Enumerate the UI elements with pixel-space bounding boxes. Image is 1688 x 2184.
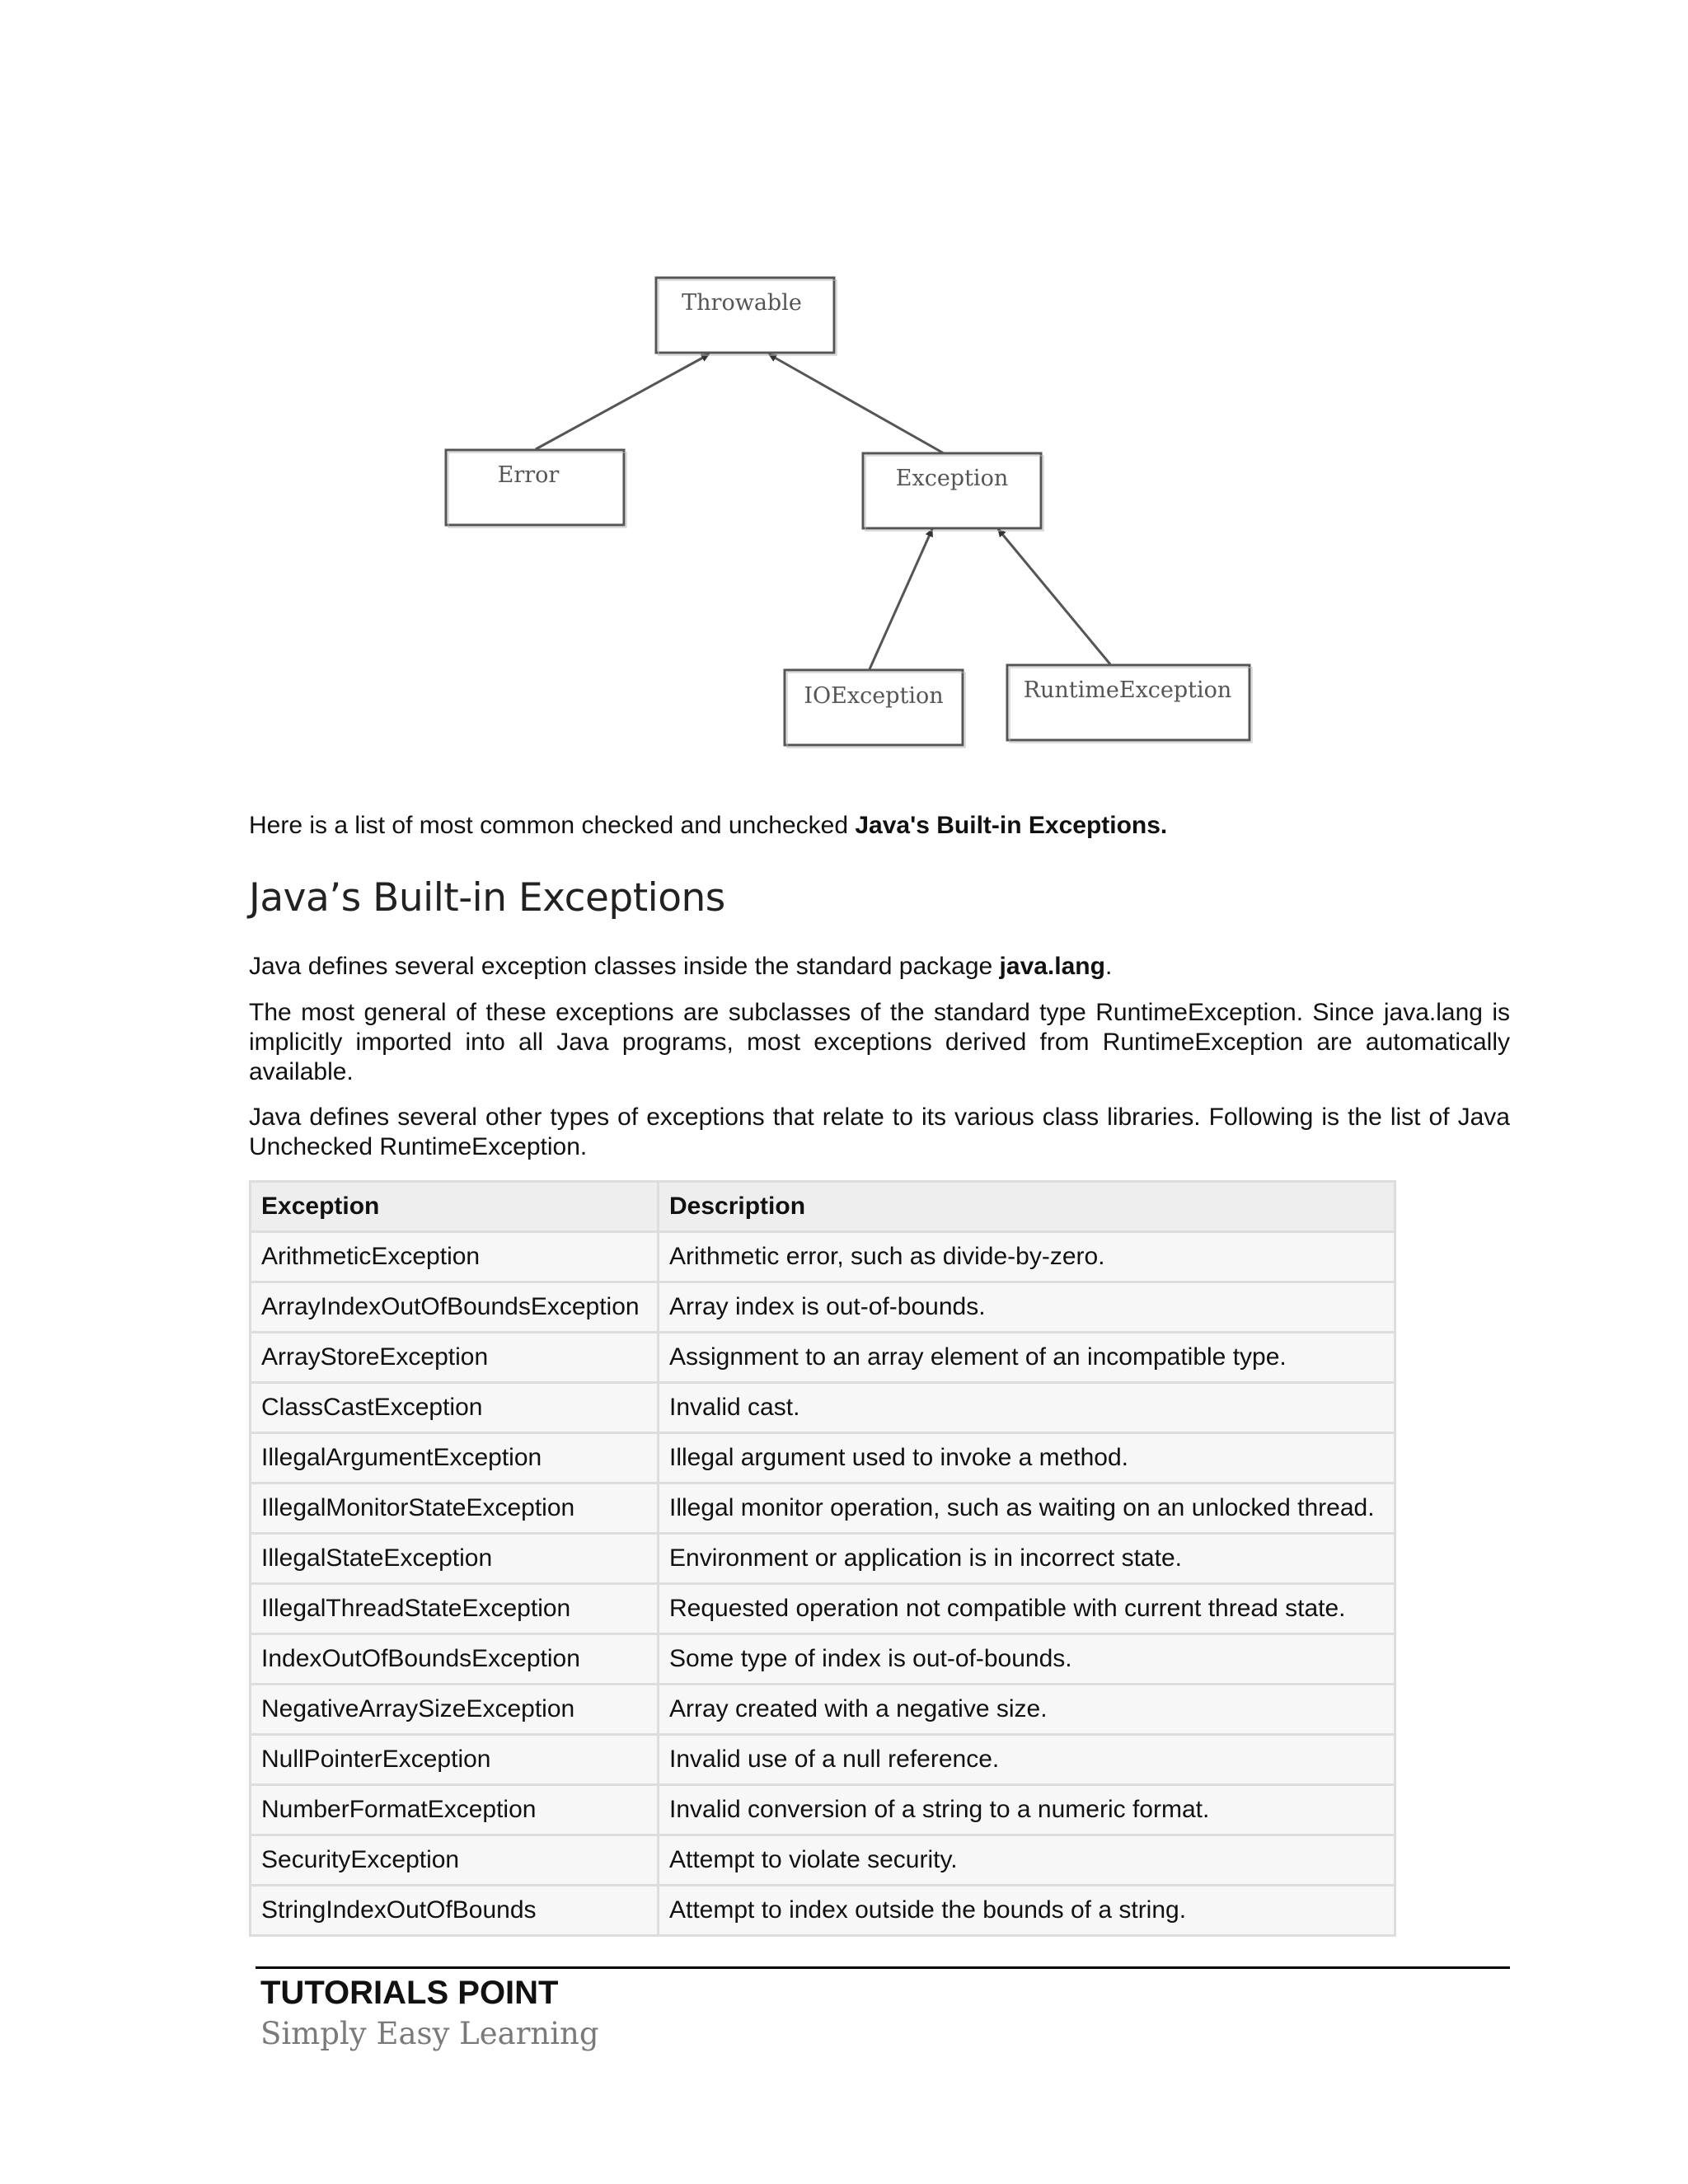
table-row bbox=[251, 1584, 1395, 1634]
exception-name-cell: ArithmeticException bbox=[251, 1232, 659, 1282]
para1-suffix: . bbox=[1104, 953, 1113, 980]
exception-hierarchy-diagram bbox=[0, 0, 1688, 791]
para1-bold: java.lang bbox=[999, 953, 1105, 980]
section-title: Java’s Built-in Exceptions bbox=[249, 875, 725, 921]
paragraph-class-libraries: Java defines several other types of exceptions that relate to its various class libraries. Following is the list of Java Unchecked RuntimeException. bbox=[249, 1104, 1510, 1160]
paragraph-java-lang bbox=[249, 952, 1510, 982]
exception-name-cell: NumberFormatException bbox=[251, 1785, 659, 1835]
exception-description-cell: Arithmetic error, such as divide-by-zero. bbox=[659, 1232, 1395, 1282]
node-label-throwable: Throwable bbox=[682, 290, 802, 316]
exception-name-cell: ArrayIndexOutOfBoundsException bbox=[251, 1282, 659, 1333]
exception-name-cell: ArrayStoreException bbox=[251, 1333, 659, 1383]
exception-description-cell: Some type of index is out-of-bounds. bbox=[659, 1634, 1395, 1685]
exception-description-cell: Attempt to violate security. bbox=[659, 1835, 1395, 1886]
table-row bbox=[251, 1383, 1395, 1433]
edge-runtime-exception bbox=[998, 529, 1110, 664]
exception-description-cell: Invalid conversion of a string to a numeric format. bbox=[659, 1785, 1395, 1835]
intro-prefix: Here is a list of most common checked and unchecked bbox=[249, 812, 856, 839]
node-ioexception bbox=[785, 670, 965, 748]
exception-name-cell: ClassCastException bbox=[251, 1383, 659, 1433]
node-label-ioexception: IOException bbox=[804, 683, 944, 709]
table-row bbox=[251, 1333, 1395, 1383]
hierarchy-svg bbox=[0, 0, 1688, 791]
edge-exception-throwable bbox=[769, 354, 944, 453]
node-label-runtime-exception: RuntimeException bbox=[1023, 677, 1232, 703]
exception-description-cell: Environment or application is in incorrect state. bbox=[659, 1534, 1395, 1584]
exception-description-cell: Attempt to index outside the bounds of a string. bbox=[659, 1886, 1395, 1936]
table-row bbox=[251, 1232, 1395, 1282]
intro-bold: Java's Built-in Exceptions. bbox=[855, 812, 1168, 839]
exception-name-cell: SecurityException bbox=[251, 1835, 659, 1886]
table-row bbox=[251, 1835, 1395, 1886]
table-row bbox=[251, 1534, 1395, 1584]
exception-name-cell: IndexOutOfBoundsException bbox=[251, 1634, 659, 1685]
exception-name-cell: NullPointerException bbox=[251, 1735, 659, 1785]
para1-prefix: Java defines several exception classes inside the standard package bbox=[249, 953, 1000, 980]
footer-tagline: Simply Easy Learning bbox=[260, 2016, 599, 2051]
exception-name-cell: IllegalThreadStateException bbox=[251, 1584, 659, 1634]
edge-ioexception-exception bbox=[870, 529, 932, 669]
exception-description-cell: Invalid use of a null reference. bbox=[659, 1735, 1395, 1785]
node-exception bbox=[863, 453, 1043, 531]
column-header-exception: Exception bbox=[251, 1182, 659, 1232]
table-row bbox=[251, 1785, 1395, 1835]
exception-name-cell: NegativeArraySizeException bbox=[251, 1685, 659, 1735]
exception-name-cell: IllegalMonitorStateException bbox=[251, 1483, 659, 1534]
table-row bbox=[251, 1886, 1395, 1936]
exception-name-cell: IllegalArgumentException bbox=[251, 1433, 659, 1483]
node-label-exception: Exception bbox=[895, 466, 1009, 491]
exception-description-cell: Invalid cast. bbox=[659, 1383, 1395, 1433]
exception-description-cell: Illegal monitor operation, such as waiting on an unlocked thread. bbox=[659, 1483, 1395, 1534]
exception-description-cell: Assignment to an array element of an incompatible type. bbox=[659, 1333, 1395, 1383]
table-row bbox=[251, 1282, 1395, 1333]
exception-description-cell: Requested operation not compatible with current thread state. bbox=[659, 1584, 1395, 1634]
footer-divider bbox=[256, 1966, 1510, 1969]
footer-brand: TUTORIALS POINT bbox=[260, 1975, 559, 2011]
exceptions-table bbox=[249, 1180, 1396, 1937]
node-error bbox=[446, 450, 626, 527]
exception-description-cell: Array index is out-of-bounds. bbox=[659, 1282, 1395, 1333]
node-label-error: Error bbox=[497, 462, 560, 488]
exception-description-cell: Illegal argument used to invoke a method. bbox=[659, 1433, 1395, 1483]
column-header-description: Description bbox=[659, 1182, 1395, 1232]
exception-description-cell: Array created with a negative size. bbox=[659, 1685, 1395, 1735]
exception-name-cell: StringIndexOutOfBounds bbox=[251, 1886, 659, 1936]
table-row bbox=[251, 1735, 1395, 1785]
table-row bbox=[251, 1634, 1395, 1685]
table-row bbox=[251, 1433, 1395, 1483]
table-header-row bbox=[251, 1182, 1395, 1232]
exception-name-cell: IllegalStateException bbox=[251, 1534, 659, 1584]
exceptions-table-body bbox=[251, 1232, 1395, 1936]
intro-line bbox=[249, 811, 1510, 841]
table-row bbox=[251, 1685, 1395, 1735]
table-row bbox=[251, 1483, 1395, 1534]
paragraph-runtime-exception: The most general of these exceptions are subclasses of the standard type RuntimeException. Since java.lang is implicitly imported into all Java programs, most exceptions derived from RuntimeException are automatically available. bbox=[249, 999, 1510, 1085]
node-throwable bbox=[656, 278, 837, 355]
edge-error-throwable bbox=[536, 354, 709, 449]
node-runtime-exception bbox=[1007, 665, 1252, 743]
exceptions-table-wrapper bbox=[249, 1180, 1396, 1937]
